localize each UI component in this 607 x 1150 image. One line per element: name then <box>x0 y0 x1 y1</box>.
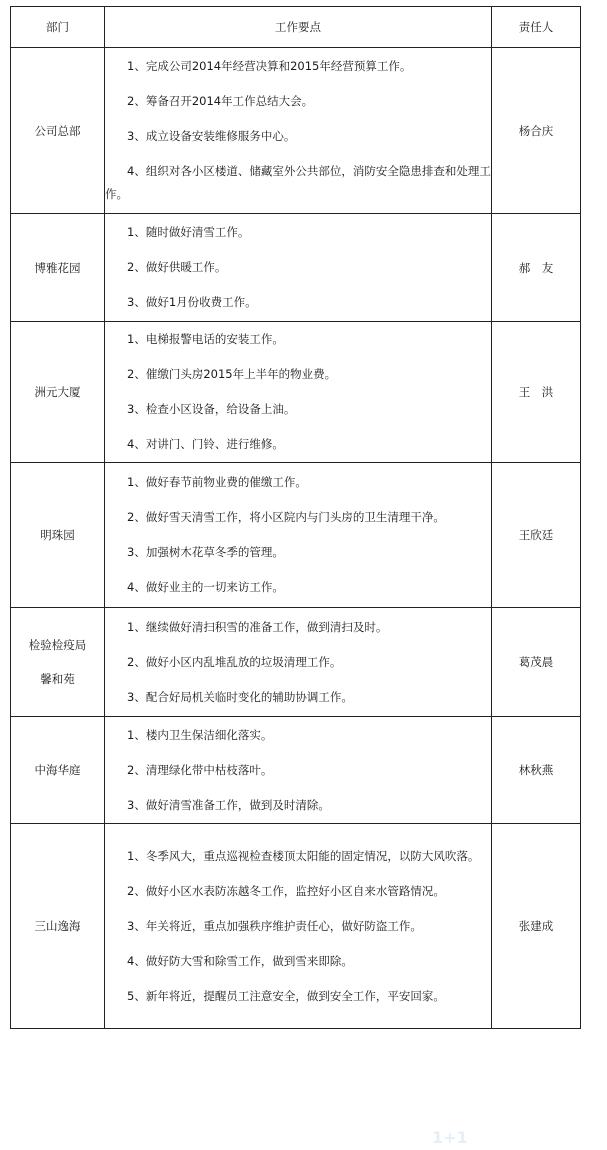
department-cell <box>11 608 105 717</box>
owner-cell: 王 洪 <box>492 322 581 463</box>
task-item: 1、做好春节前物业费的催缴工作。 <box>127 475 307 489</box>
task-item: 4、组织对各小区楼道、储藏室外公共部位，消防安全隐患排查和处理工作。 <box>105 164 491 201</box>
table-row <box>11 214 581 322</box>
task-item: 1、完成公司2014年经营决算和2015年经营预算工作。 <box>127 59 412 73</box>
department-cell: 三山逸海 <box>11 824 105 1029</box>
table-row <box>11 824 581 1029</box>
header-department: 部门 <box>11 7 105 48</box>
table-row <box>11 608 581 717</box>
task-item: 1、随时做好清雪工作。 <box>127 225 250 239</box>
owner-cell: 杨合庆 <box>492 48 581 214</box>
task-item: 3、检查小区设备，给设备上油。 <box>127 402 296 416</box>
task-item: 4、做好业主的一切来访工作。 <box>127 580 284 594</box>
tasks-cell <box>105 214 492 322</box>
table-row <box>11 463 581 608</box>
owner-cell: 王欣廷 <box>492 463 581 608</box>
header-tasks: 工作要点 <box>105 7 492 48</box>
task-item: 2、筹备召开2014年工作总结大会。 <box>127 94 314 108</box>
department-cell: 博雅花园 <box>11 214 105 322</box>
task-item: 3、年关将近，重点加强秩序维护责任心，做好防盗工作。 <box>127 918 422 933</box>
table-row <box>11 717 581 824</box>
owner-cell: 林秋燕 <box>492 717 581 824</box>
header-owner: 责任人 <box>492 7 581 48</box>
task-item: 3、加强树木花草冬季的管理。 <box>127 545 284 559</box>
department-cell: 明珠园 <box>11 463 105 608</box>
owner-cell: 张建成 <box>492 824 581 1029</box>
task-item: 2、催缴门头房2015年上半年的物业费。 <box>127 367 337 381</box>
tasks-cell <box>105 608 492 717</box>
task-item: 4、对讲门、门铃、进行维修。 <box>127 437 284 451</box>
tasks-cell <box>105 322 492 463</box>
tasks-cell <box>105 48 492 214</box>
work-plan-table <box>10 6 581 1029</box>
task-item: 1、继续做好清扫积雪的准备工作，做到清扫及时。 <box>127 619 388 634</box>
task-item: 3、配合好局机关临时变化的辅助协调工作。 <box>127 689 353 704</box>
task-item: 2、做好供暖工作。 <box>127 260 227 274</box>
task-item: 2、做好小区水表防冻越冬工作，监控好小区自来水管路情况。 <box>127 883 445 898</box>
task-item: 3、成立设备安装维修服务中心。 <box>127 129 296 143</box>
task-item: 2、做好雪天清雪工作，将小区院内与门头房的卫生清理干净。 <box>127 510 445 524</box>
task-item: 2、做好小区内乱堆乱放的垃圾清理工作。 <box>127 654 342 669</box>
department-cell: 公司总部 <box>11 48 105 214</box>
tasks-cell <box>105 463 492 608</box>
table-row <box>11 322 581 463</box>
tasks-cell <box>105 824 492 1029</box>
task-item: 3、做好清雪准备工作，做到及时清除。 <box>127 797 330 812</box>
owner-cell: 郝 友 <box>492 214 581 322</box>
department-cell: 中海华庭 <box>11 717 105 824</box>
task-item: 1、楼内卫生保洁细化落实。 <box>127 727 273 742</box>
task-item: 1、冬季风大，重点巡视检查楼顶太阳能的固定情况，以防大风吹落。 <box>127 848 480 863</box>
task-item: 4、做好防大雪和除雪工作，做到雪来即除。 <box>127 953 353 968</box>
watermark-logo: 1+1 <box>432 1128 468 1147</box>
owner-cell: 葛茂晨 <box>492 608 581 717</box>
department-label-line: 馨和苑 <box>40 672 75 686</box>
task-item: 2、清理绿化带中枯枝落叶。 <box>127 762 273 777</box>
table-header-row <box>11 7 581 48</box>
table-row <box>11 48 581 214</box>
tasks-cell <box>105 717 492 824</box>
task-item: 3、做好1月份收费工作。 <box>127 295 257 309</box>
department-label-line: 检验检疫局 <box>28 638 87 652</box>
task-item: 5、新年将近，提醒员工注意安全，做到安全工作，平安回家。 <box>127 988 445 1003</box>
department-cell: 洲元大厦 <box>11 322 105 463</box>
task-item: 1、电梯报警电话的安装工作。 <box>127 332 284 346</box>
